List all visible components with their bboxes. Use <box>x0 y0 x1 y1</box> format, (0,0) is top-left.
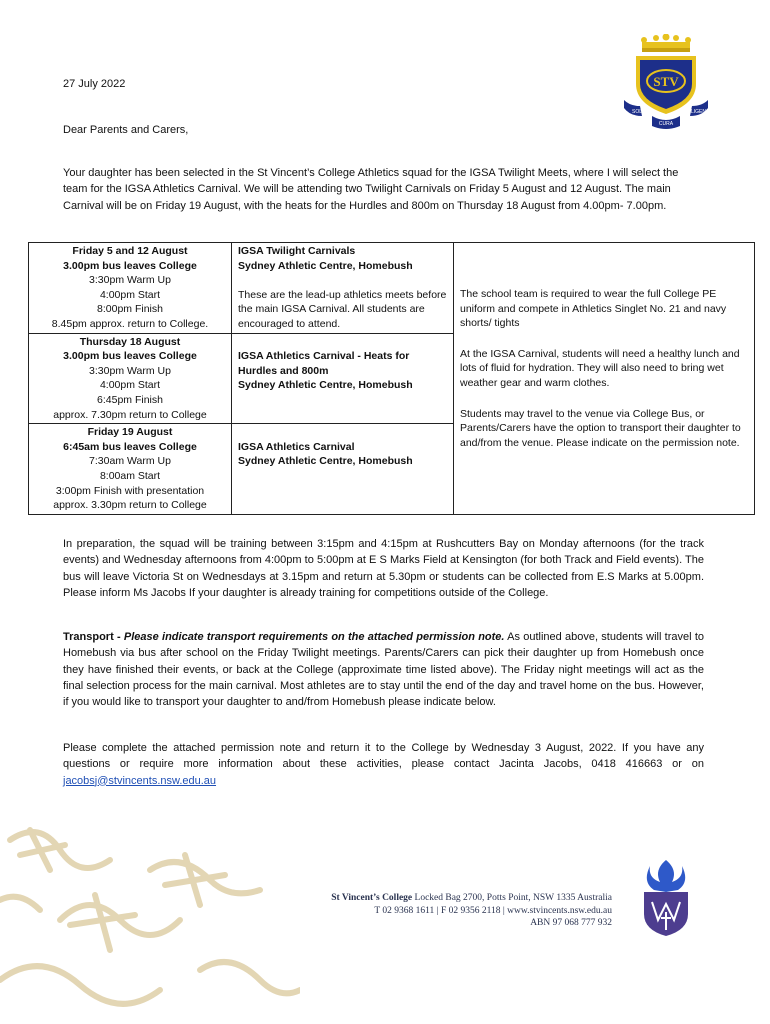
crest-motto-right: DELIGENS <box>684 109 710 115</box>
decorative-cross-pattern <box>0 810 300 1024</box>
row-heading: Friday 5 and 12 August <box>72 245 188 257</box>
schedule-time-cell <box>29 243 232 334</box>
time-line: 8:00am Start <box>99 469 161 482</box>
closing-paragraph <box>63 740 704 789</box>
event-venue: Sydney Athletic Centre, Homebush <box>238 379 413 392</box>
flame-icon <box>647 860 685 892</box>
crest-motto-bottom: CURA <box>658 121 674 127</box>
bus-departure: 6:45am bus leaves College <box>63 440 197 453</box>
time-line: 4:00pm Start <box>99 288 161 301</box>
schedule-table <box>28 242 755 515</box>
time-line: 3:30pm Warm Up <box>89 274 171 287</box>
bus-departure: 3.00pm bus leaves College <box>63 350 197 363</box>
time-line: approx. 7.30pm return to College <box>53 408 207 421</box>
crest-initials: STV <box>653 74 679 89</box>
footer-college-name: St Vincent’s College <box>331 893 413 903</box>
row-heading: Thursday 18 August <box>79 335 181 348</box>
intro-paragraph: Your daughter has been selected in the St Vincent’s College Athletics squad for the IGSA Twilight Meets, where I will select the team for the IGSA Athletics Carnival. We will be attending two Twilight Carnivals on Friday 5 August and 12 August. The main Carnival will be on Friday 19 August, with the heats for the Hurdles and 800m on Thursday 18 August from 4.00pm- 7.00pm. <box>63 167 679 212</box>
footer-address-line: Locked Bag 2700, Potts Point, NSW 1335 Australia <box>412 893 612 903</box>
time-line: 6:45pm Finish <box>97 393 163 406</box>
event-title: IGSA Twilight Carnivals <box>238 245 356 257</box>
schedule-event-cell <box>232 333 454 424</box>
training-paragraph: In preparation, the squad will be training between 3:15pm and 4:15pm at Rushcutters Bay on Monday afternoons (for the track events) and Wednesday afternoons from 4:00pm to 5:00pm at E S Marks Field at Kensington (for both Track and Field events). The bus will leave Victoria St on Wednesdays at 3.15pm and return at 5.30pm or students can be collected from E.S Marks at 5.00pm. Please inform Ms Jacobs If your daughter is already training for competitions outside of the College. <box>63 538 704 599</box>
event-venue: Sydney Athletic Centre, Homebush <box>238 455 413 468</box>
schedule-info-cell <box>454 243 755 515</box>
event-title: IGSA Athletics Carnival - Heats for Hurdles and 800m <box>238 350 410 377</box>
letter-date: 27 July 2022 <box>63 78 126 90</box>
footer-address <box>306 892 612 930</box>
time-line: 8.45pm approx. return to College. <box>51 317 209 330</box>
schedule-event-cell <box>232 424 454 515</box>
transport-paragraph <box>63 629 704 710</box>
schedule-row <box>29 243 755 334</box>
row-heading: Friday 19 August <box>87 426 173 439</box>
crown-icon <box>641 34 691 52</box>
event-venue: Sydney Athletic Centre, Homebush <box>238 259 413 272</box>
time-line: 4:00pm Start <box>99 379 161 392</box>
info-carnival-needs: At the IGSA Carnival, students will need a healthy lunch and lots of fluid for hydration. They will also need to bring wet weather gear and warm clothes. <box>460 347 740 389</box>
footer-contact: T 02 9368 1611 | F 02 9356 2118 | www.stvincents.nsw.edu.au <box>374 905 612 916</box>
footer-abn: ABN 97 068 777 932 <box>530 918 612 928</box>
contact-email-link[interactable]: jacobsj@stvincents.nsw.edu.au <box>63 774 217 787</box>
schedule-time-cell <box>29 333 232 424</box>
info-uniform: The school team is required to wear the full College PE uniform and compete in Athletics Singlet No. 21 and navy shorts/ tights <box>460 288 727 330</box>
bus-departure: 3.00pm bus leaves College <box>63 259 197 272</box>
transport-emphasis: Please indicate transport requirements on the attached permission note. <box>123 631 505 643</box>
college-emblem-logo <box>640 858 692 938</box>
schedule-time-cell <box>29 424 232 515</box>
closing-text: Please complete the attached permission note and return it to the College by Wednesday 3 August, 2022. If you have any questions or require more information about these activities, please contact Jacinta Jacobs, 0418 416663 or on <box>63 742 704 771</box>
transport-label: Transport - <box>63 631 124 643</box>
time-line: 3:00pm Finish with presentation <box>55 484 205 497</box>
salutation: Dear Parents and Carers, <box>63 124 189 136</box>
event-note: These are the lead-up athletics meets before the main IGSA Carnival. All students are encouraged to attend. <box>238 288 447 330</box>
time-line: 8:00pm Finish <box>97 303 163 316</box>
crest-motto-left: SOLIDA <box>632 109 651 115</box>
time-line: 3:30pm Warm Up <box>89 364 171 377</box>
time-line: 7:30am Warm Up <box>89 455 171 468</box>
transport-body: As outlined above, students will travel to Homebush via bus after school on the Friday Twilight meetings. Parents/Carers can pick their daughter up from Homebush once they have finished their events, or back at the College (approximate time listed above). The Friday night meetings will act as the final selection process for the main carnival. Most athletes are to stay until the end of the day and travel home on the bus. However, if you would like to transport your daughter to and/from Homebush please indicate below. <box>63 631 704 709</box>
info-travel: Students may travel to the venue via College Bus, or Parents/Carers have the option to transport their daughter to and/from the venue. Please indicate on the permission note. <box>460 407 741 449</box>
event-title: IGSA Athletics Carnival <box>238 440 355 453</box>
schedule-event-cell <box>232 243 454 334</box>
college-crest-logo <box>622 34 710 134</box>
time-line: approx. 3.30pm return to College <box>53 499 207 512</box>
